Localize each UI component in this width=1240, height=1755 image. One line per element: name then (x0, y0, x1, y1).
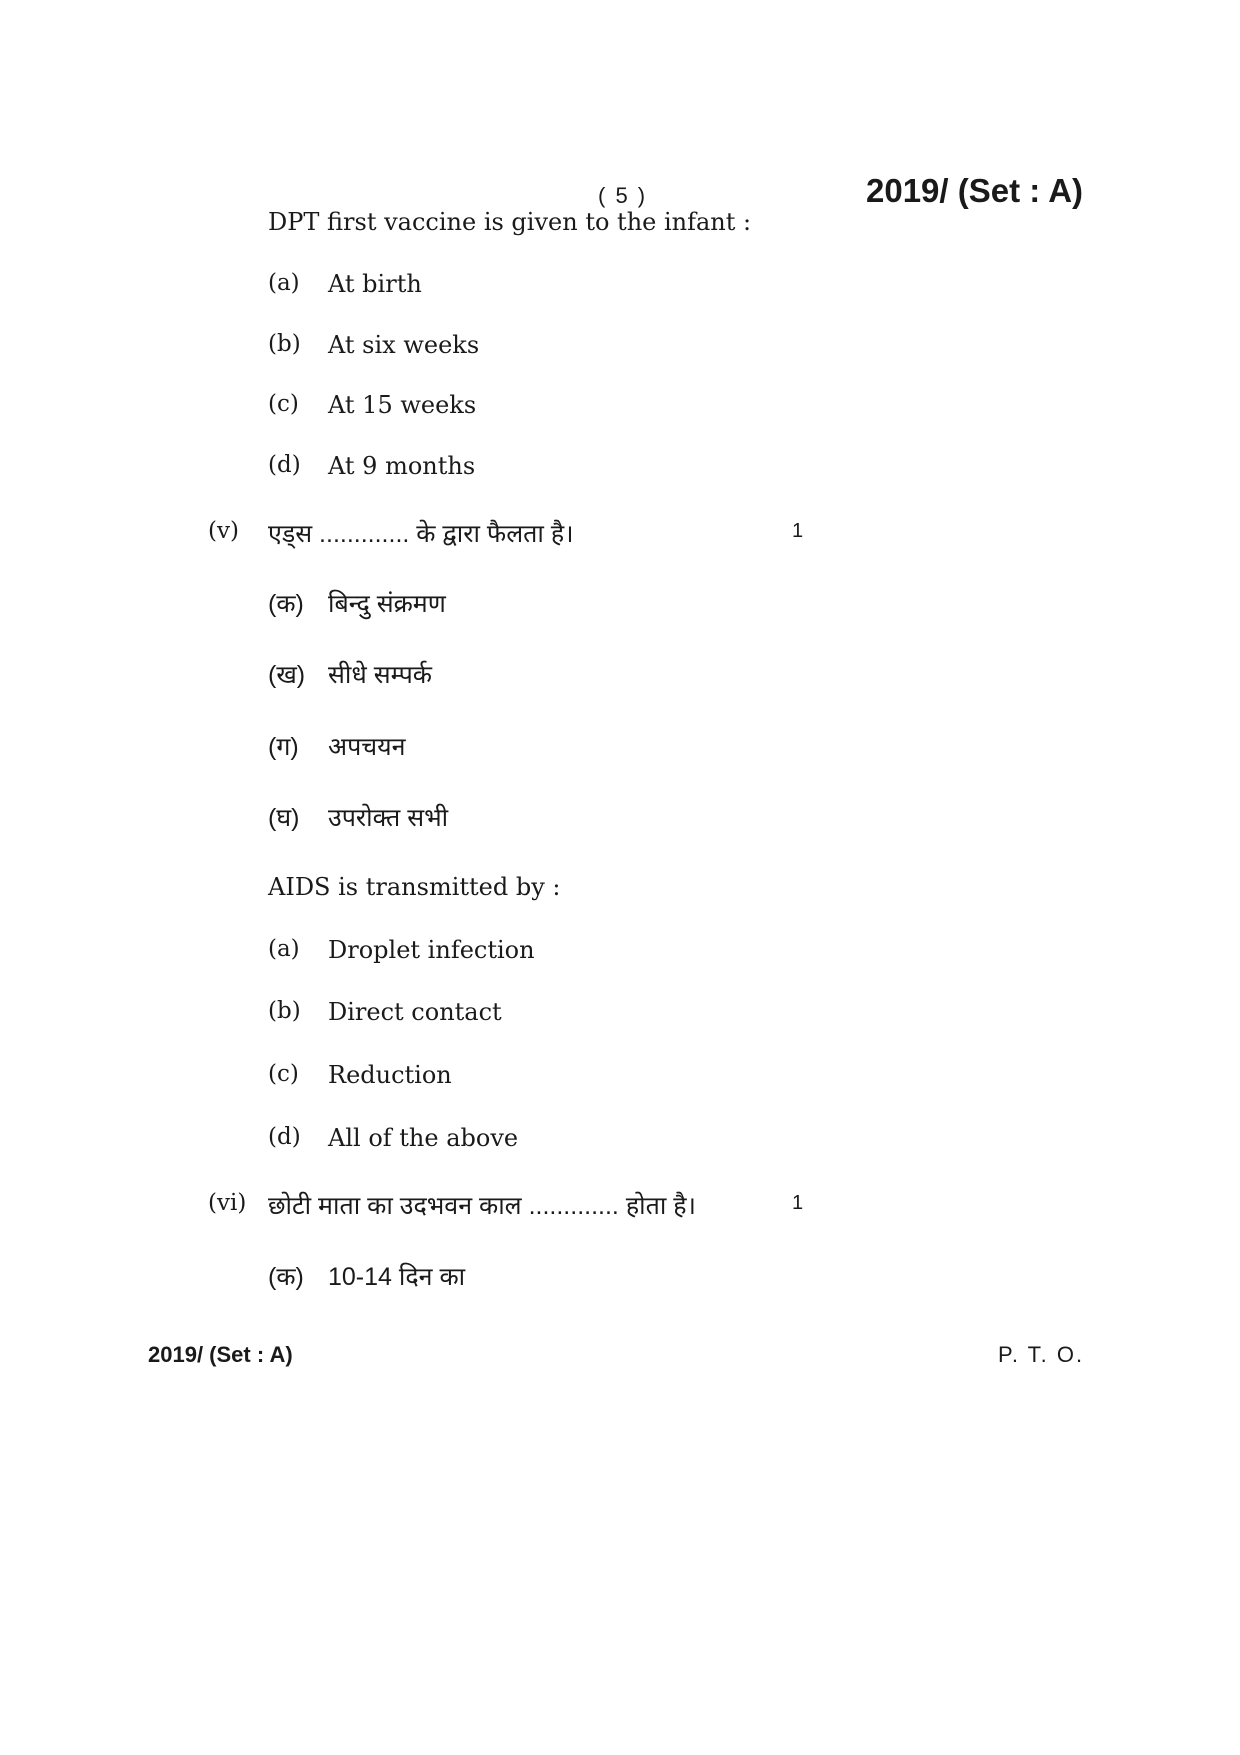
option-label: (d) (268, 452, 301, 478)
option-label: (c) (268, 391, 299, 417)
option-text: Direct contact (328, 998, 502, 1026)
option-label: (d) (268, 1124, 301, 1150)
question-stem: एड्स ............. के द्वारा फैलता है। (268, 520, 574, 548)
option-text: Reduction (328, 1061, 452, 1089)
option-label: (a) (268, 270, 300, 296)
option-label: (क) (268, 590, 304, 618)
option-label: (घ) (268, 804, 300, 832)
question-stem: AIDS is transmitted by : (268, 873, 561, 901)
option-text: बिन्दु संक्रमण (328, 590, 446, 618)
marks: 1 (792, 1192, 804, 1214)
page-number: ( 5 ) (598, 183, 648, 208)
option-text: At 15 weeks (328, 391, 477, 419)
question-stem: छोटी माता का उदभवन काल ............. होता है। (268, 1192, 696, 1220)
question-stem: DPT first vaccine is given to the infant : (268, 208, 752, 236)
option-text: Droplet infection (328, 936, 535, 964)
question-number: (v) (208, 518, 239, 544)
option-label: (a) (268, 936, 300, 962)
option-label: (क) (268, 1263, 304, 1291)
option-text: सीधे सम्पर्क (328, 661, 432, 689)
marks: 1 (792, 520, 804, 542)
option-text: At birth (328, 270, 422, 298)
option-text: At six weeks (328, 331, 480, 359)
pto-note: P. T. O. (998, 1342, 1085, 1367)
option-text: All of the above (328, 1124, 519, 1152)
set-code-header: 2019/ (Set : A) (866, 172, 1084, 209)
option-label: (b) (268, 331, 301, 357)
option-label: (b) (268, 998, 301, 1024)
option-label: (ख) (268, 661, 306, 689)
option-text: उपरोक्त सभी (328, 804, 449, 832)
set-code-footer: 2019/ (Set : A) (148, 1342, 293, 1367)
option-text: अपचयन (328, 733, 406, 761)
option-text: 10-14 दिन का (328, 1263, 466, 1291)
option-text: At 9 months (328, 452, 476, 480)
question-number: (vi) (208, 1190, 247, 1216)
option-label: (ग) (268, 733, 299, 761)
option-label: (c) (268, 1061, 299, 1087)
